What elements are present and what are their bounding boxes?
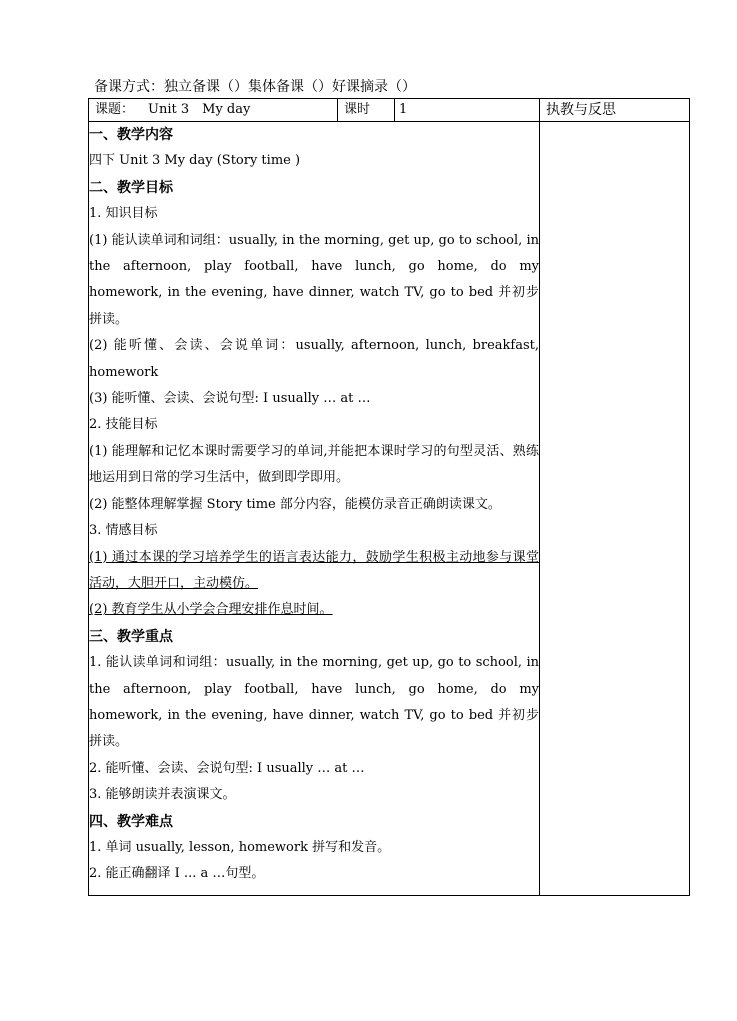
topic-cell — [89, 99, 338, 122]
content-line: 2. 能听懂、会读、会说句型: I usually … at … — [89, 760, 365, 776]
underlined-text: (1) 通过本课的学习培养学生的语言表达能力，鼓励学生积极主动地参与课堂活动，大胆开口，主动模仿。 — [89, 549, 539, 591]
content-line: (2) 能整体理解掌握 Story time 部分内容，能模仿录音正确朗读课文。 — [89, 496, 501, 512]
content-line: 2. 技能目标 — [89, 417, 158, 433]
section-heading: 三、教学重点 — [89, 628, 173, 645]
content-line: 3. 能够朗读并表演课文。 — [89, 787, 236, 803]
content-line: (1) 能理解和记忆本课时需要学习的单词,并能把本课时学习的句型灵活、熟练地运用到日常的学习生活中，做到即学即用。 — [89, 443, 539, 486]
content-line-underlined — [89, 597, 539, 623]
content-line: 四下 Unit 3 My day (Story time ) — [89, 153, 301, 169]
content-line-underlined — [89, 545, 539, 598]
content-line: (3) 能听懂、会读、会说句型: I usually … at … — [89, 391, 371, 407]
topic-value: Unit 3 My day — [148, 102, 251, 117]
lesson-plan-table — [88, 98, 690, 896]
reflection-label: 执教与反思 — [540, 99, 690, 122]
period-label: 课时 — [338, 99, 395, 122]
content-line: 1. 知识目标 — [89, 206, 158, 222]
content-line: (2) 能听懂、会读、会说单词：usually, afternoon, lunch, breakfast, homework — [89, 338, 539, 380]
section-heading: 二、教学目标 — [89, 179, 173, 196]
content-cell — [89, 122, 540, 896]
reflection-cell — [540, 122, 690, 896]
underlined-text: (2) 教育学生从小学会合理安排作息时间。 — [89, 602, 333, 618]
content-line: 1. 单词 usually, lesson, homework 拼写和发音。 — [89, 839, 391, 855]
content-line: 1. 能认读单词和词组：usually, in the morning, get up, go to school, in the afternoon, play football, have lunch, go home, do my homework, in the evening, have dinner, watch TV, go to bed 并初步拼读。 — [89, 655, 539, 750]
content-line: (1) 能认读单词和词组：usually, in the morning, get up, go to school, in the afternoon, play football, have lunch, go home, do my homework, in the evening, have dinner, watch TV, go to bed 并初步拼读。 — [89, 232, 539, 327]
content-row — [89, 122, 690, 896]
section-heading: 一、教学内容 — [89, 127, 173, 143]
section-heading: 四、教学难点 — [89, 813, 173, 830]
content-line: 2. 能正确翻译 I ... a …句型。 — [89, 866, 265, 882]
prep-method-line: 备课方式：独立备课（）集体备课（）好课摘录（） — [94, 79, 416, 95]
table-header-row — [89, 99, 690, 122]
topic-label: 课题： — [95, 102, 135, 117]
period-value: 1 — [395, 99, 540, 122]
content-line: 3. 情感目标 — [89, 523, 158, 539]
